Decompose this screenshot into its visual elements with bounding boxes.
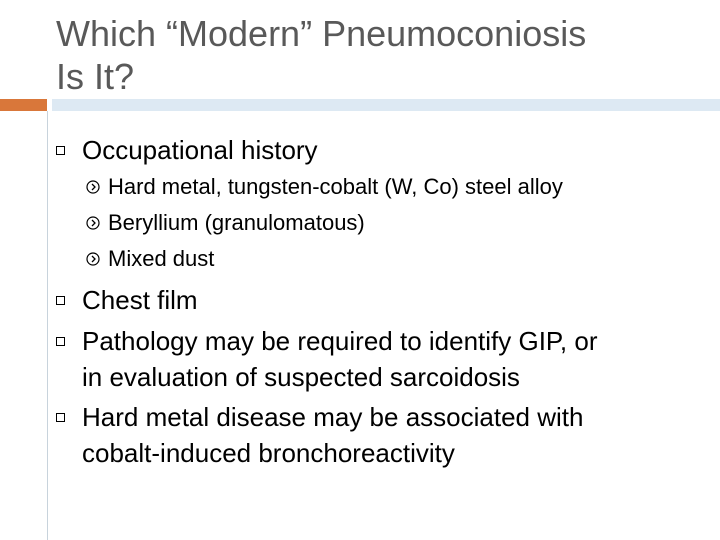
slide-title: [56, 12, 696, 98]
subitem-mixed-dust: Mixed dust: [108, 246, 215, 271]
circled-chevron-bullet-icon: [86, 216, 100, 230]
subitem-hard-metal: Hard metal, tungsten-cobalt (W, Co) steel alloy: [108, 174, 563, 199]
slide-title-line: Which “Modern” Pneumoconiosis: [56, 13, 587, 54]
bullet-pathology-line: Pathology may be required to identify GIP, or: [82, 326, 598, 356]
bullet-hard-metal-line: Hard metal disease may be associated with: [82, 402, 584, 432]
hollow-square-bullet-icon: [56, 413, 65, 422]
slide-title-line: Is It?: [56, 56, 135, 97]
hollow-square-bullet-icon: [56, 146, 65, 155]
header-band: [52, 99, 720, 111]
subitem-beryllium: Beryllium (granulomatous): [108, 210, 365, 235]
bullet-occupational-history: Occupational history: [82, 135, 318, 165]
left-divider-line: [47, 111, 48, 540]
bullet-hard-metal-line: cobalt-induced bronchoreactivity: [82, 438, 455, 468]
bullet-chest-film: Chest film: [82, 285, 198, 315]
hollow-square-bullet-icon: [56, 337, 65, 346]
bullet-pathology-line: in evaluation of suspected sarcoidosis: [82, 362, 520, 392]
circled-chevron-bullet-icon: [86, 180, 100, 194]
hollow-square-bullet-icon: [56, 296, 65, 305]
circled-chevron-bullet-icon: [86, 252, 100, 266]
accent-bar: [0, 99, 47, 111]
